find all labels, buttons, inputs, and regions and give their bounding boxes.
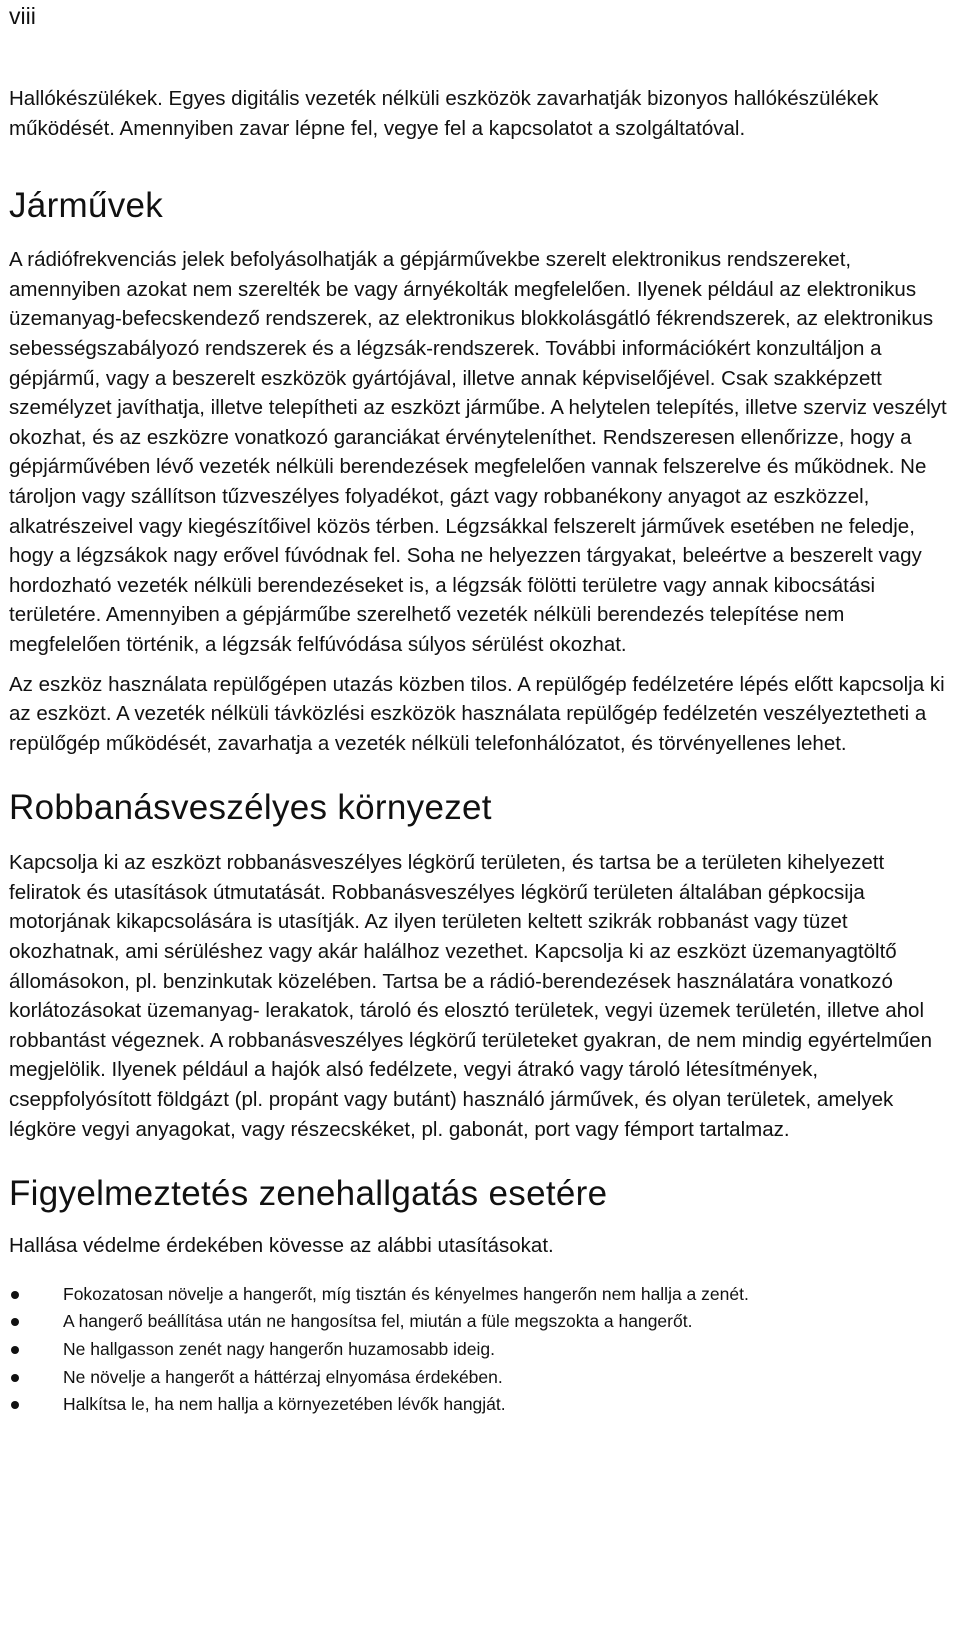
list-item bbox=[9, 1281, 955, 1309]
list-item-text: Ne növelje a hangerőt a háttérzaj elnyomása érdekében. bbox=[63, 1366, 503, 1387]
list-item-text: Ne hallgasson zenét nagy hangerőn huzamosabb ideig. bbox=[63, 1339, 495, 1359]
bullet-icon bbox=[11, 1401, 19, 1409]
list-item bbox=[9, 1308, 955, 1336]
list-item bbox=[9, 1336, 955, 1364]
music-warning-list bbox=[9, 1281, 955, 1419]
list-item bbox=[9, 1364, 955, 1392]
music-warning-heading: Figyelmeztetés zenehallgatás esetére bbox=[9, 1174, 608, 1214]
bullet-icon bbox=[11, 1374, 19, 1382]
aircraft-paragraph: Az eszköz használata repülőgépen utazás közben tilos. A repülőgép fedélzetére lépés előtt kapcsolja ki az eszközt. A vezeték nélküli távközlési eszközök használata repülőgép fedélzetén veszélyeztetheti a repülőgép működését, zavarhatja a vezeték nélküli telefonhálózatot, és törvényellenes lehet. bbox=[9, 672, 945, 755]
bullet-icon bbox=[11, 1291, 19, 1299]
explosive-paragraph: Kapcsolja ki az eszközt robbanásveszélyes légkörű területen, és tartsa be a területen kihelyezett feliratok és utasítások útmutatását. Robbanásveszélyes légkörű területen általában gépkocsija motorjának kikapcsolására is utasítják. Az ilyen területen keltett szikrák robbanást vagy tüzet okozhatnak, ami sérüléshez vagy akár halálhoz vezethet. Kapcsolja ki az eszközt üzemanyagtöltő állomásokon, pl. benzinkutak közelében. Tartsa be a rádió-berendezések használatára vonatkozó korlátozásokat üzemanyag- lerakatok, tároló és elosztó területek, vegyi üzemek területén, illetve ahol robbantást végeznek. A robbanásveszélyes légkörű területeket gyakran, de nem mindig egyértelműen megjelölik. Ilyenek például a hajók alsó fedélzete, vegyi átrakó vagy tároló létesítmények, cseppfolyósított földgázt (pl. propánt vagy butánt) használó járművek, és olyan területek, amelyek légköre vegyi anyagokat, vagy részecskéket, pl. gabonát, port vagy fémport tartalmaz. bbox=[9, 851, 933, 1141]
bullet-icon bbox=[11, 1318, 19, 1326]
list-item-text: A hangerő beállítása után ne hangosítsa fel, miután a füle megszokta a hangerőt. bbox=[63, 1311, 693, 1332]
vehicles-heading: Járművek bbox=[9, 186, 164, 226]
explosive-heading: Robbanásveszélyes környezet bbox=[9, 788, 492, 828]
music-warning-intro: Hallása védelme érdekében kövesse az alábbi utasításokat. bbox=[9, 1234, 554, 1258]
hearing-aids-paragraph: Hallókészülékek. Egyes digitális vezeték nélküli eszközök zavarhatják bizonyos hallókészülékek működését. Amennyiben zavar lépne fel, vegye fel a kapcsolatot a szolgáltatóval. bbox=[9, 87, 879, 140]
bullet-icon bbox=[11, 1346, 19, 1354]
page-number: viii bbox=[9, 3, 36, 29]
manual-page bbox=[9, 0, 955, 1419]
list-item-text: Halkítsa le, ha nem hallja a környezetében lévők hangját. bbox=[63, 1394, 506, 1415]
list-item-text: Fokozatosan növelje a hangerőt, míg tisztán és kényelmes hangerőn nem hallja a zenét. bbox=[63, 1283, 749, 1304]
list-item bbox=[9, 1391, 955, 1419]
vehicles-paragraph: A rádiófrekvenciás jelek befolyásolhatják a gépjárművekbe szerelt elektronikus rendszereket, amennyiben azokat nem szerelték be vagy árnyékolták megfelelően. Ilyenek például az elektronikus üzemanyag-befecskendező rendszerek, az elektronikus blokkolásgátló fékrendszerek, az elektronikus sebességszabályozó rendszerek és a légzsák-rendszerek. További információkért konzultáljon a gépjármű, vagy a beszerelt eszközök gyártójával, illetve annak képviselőjével. Csak szakképzett személyzet javíthatja, illetve telepítheti az eszközt járműbe. A helytelen telepítés, illetve szerviz veszélyt okozhat, és az eszközre vonatkozó garanciákat érvényteleníthet. Rendszeresen ellenőrizze, hogy a gépjárművében lévő vezeték nélküli berendezések megfelelően vannak felszerelve és működnek. Ne tároljon vagy szállítson tűzveszélyes folyadékot, gázt vagy robbanékony anyagot az eszközzel, alkatrészeivel vagy kiegészítőivel közös térben. Légzsákkal felszerelt járművek esetében ne feledje, hogy a légzsákok nagy erővel fúvódnak fel. Soha ne helyezzen tárgyakat, beleértve a beszerelt vagy hordozható vezeték nélküli berendezéseket is, a légzsák fölötti területre vagy annak kibocsátási területére. Amennyiben a gépjárműbe szerelhető vezeték nélküli berendezés telepítése nem megfelelően történik, a légzsák felfúvódása súlyos sérülést okozhat. bbox=[9, 248, 947, 656]
